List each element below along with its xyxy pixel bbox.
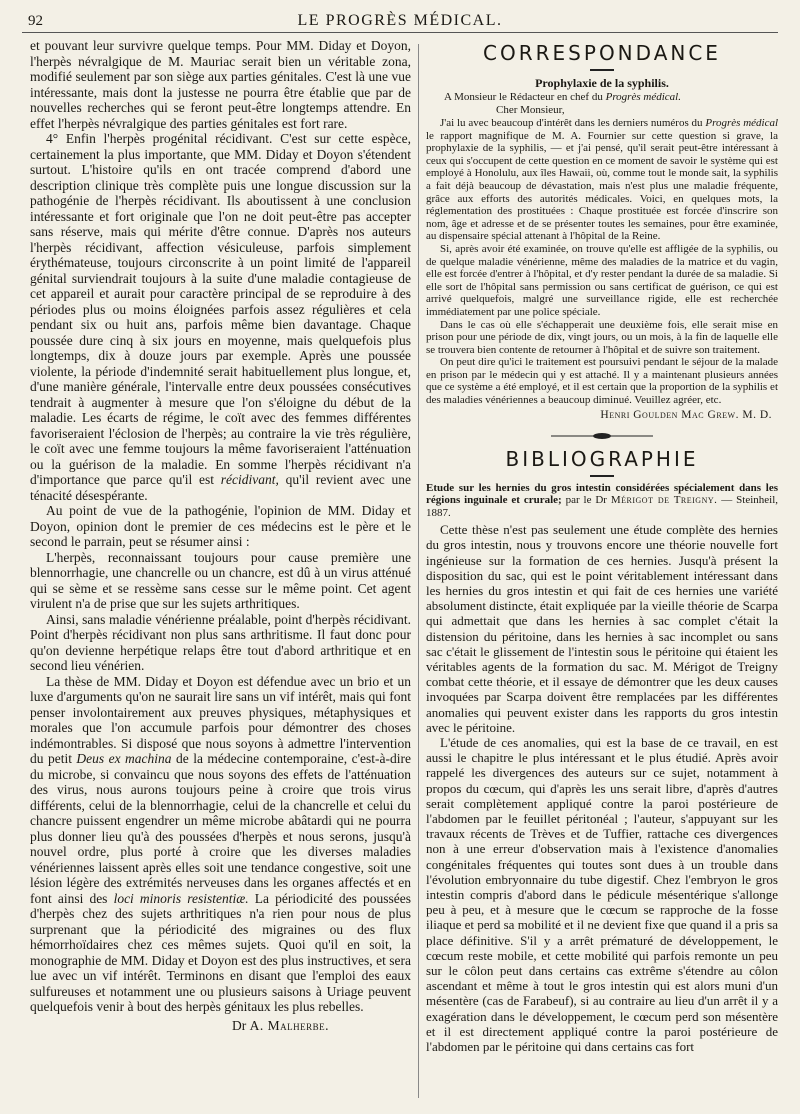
ornament-divider — [426, 425, 778, 444]
text-run: La thèse de MM. Diday et Doyon est défendue avec un brio et un luxe d'arguments qu'on ne saurait lire sans un vif intérêt, mais qui font penser involontairement aux preuves physiques, métaphysiques et morales que l'on accumule parfois pour démontrer des choses indémontrables. Si disposé que nous soyons à admettre l'intervention du petit — [30, 673, 411, 766]
author-signature — [30, 1018, 411, 1034]
text-run: — Steinheil, 1887. — [426, 494, 778, 519]
text-run: de la médecine contemporaine, c'est-à-dire du microbe, si convaincu que nous soyons des effets de l'atténuation des virus, nous aurons toujours peine à croire que trois virus différents, celui de la blennorrhagie, celui de la chancrelle et celui du chancre puissent engendrer un même microbe abâtardi qui ne pourra plus donner lieu qu'à des poussées d'herpès et nous serons, jusqu'à nouvel ordre, plus porté à croire que les diverses maladies vénériennes laissent après elles soit une tendance congestive, soit une lésion légère des extrémités nerveuses dans les organes affectés et en font ainsi des — [30, 751, 411, 906]
title-rule — [590, 475, 614, 477]
text-run: A Monsieur le Rédacteur en chef du — [444, 91, 603, 103]
journal-title: LE PROGRÈS MÉDICAL. — [297, 12, 503, 29]
italic-run: Progrès médical. — [605, 91, 681, 103]
paragraph: L'herpès, reconnaissant toujours pour cause première une blennorrhagie, une chancrelle ou un chancre, est dû à un virus atténué qui se sème et se ressème sans cesse sur le même point. Cet agent virulent n'a de prise que sur les sujets arthritiques. — [30, 549, 411, 611]
text-run: le rapport magnifique de M. A. Fournier sur cette question si grave, la prophylaxie de la syphilis, — et j'ai pensé, qu'il serait peut-être intéressant à ceux qui s'occupent de cette question en ce moment de savoir le système qui est employé à Honolulu, aux îles Hawaii, où, comme tout le monde sait, la syphilis a fait déjà beaucoup de dévastation, mais n'est plus une maladie fréquente, grâce aux efforts des autorités médicales. Voici, en quelques mots, la réglementation des prostituées : Chaque prostituée est forcée d'inscrire son nom, âge et adresse et de se présenter toutes les semaines, pour être examinée, au dispensaire spécial attenant à l'hôpital de la Reine. — [426, 129, 778, 243]
text-run: J'ai lu avec beaucoup d'intérêt dans les derniers numéros du — [440, 117, 703, 129]
italic-run: Deus ex machina — [76, 751, 172, 766]
running-head — [22, 10, 778, 33]
letter-greeting: Cher Monsieur, — [496, 104, 565, 116]
paragraph: Au point de vue de la pathogénie, l'opinion de MM. Diday et Doyon, opinion dont le premier de ces médecins est le père et le second le parrain, peut se résumer ainsi : — [30, 503, 411, 549]
article-subtitle: Prophylaxie de la syphilis. — [535, 76, 669, 90]
section-title-correspondance: CORRESPONDANCE — [483, 41, 721, 65]
text-run: par le Dr — [565, 494, 607, 507]
paragraph — [426, 117, 778, 243]
paragraph: Dans le cas où elle s'échapperait une deuxième fois, elle serait mise en prison pour une période de dix, vingt jours, ou un mois, à la fin de laquelle elle se trouvera bien contente de retourner à l'hôpital et de suivre son traitement. — [426, 318, 778, 356]
title-rule — [590, 69, 614, 71]
journal-page — [22, 10, 778, 1106]
paragraph: On peut dire qu'ici le traitement est poursuivi pendant le séjour de la malade en prison par le médecin qui y est attaché. Il y a maintenant plusieurs années que ce système a été employé, et il est certain que la proportion de la syphilis et des maladies vénériennes a beaucoup diminué. Veuillez agréer, etc. — [426, 356, 778, 407]
paragraph — [30, 674, 411, 1015]
column-divider — [418, 44, 419, 1098]
paragraph — [30, 131, 411, 503]
bibliography-entry-heading — [426, 482, 778, 520]
section-title-bibliographie: BIBLIOGRAPHIE — [505, 446, 699, 471]
letter-address — [426, 91, 778, 104]
paragraph: Ainsi, sans maladie vénérienne préalable, point d'herpès récidivant. Point d'herpès récidivant non plus sans arthritisme. Il faut donc pour qu'on devienne herpétique relaps être tout d'abord arthritique et en second lieu vénérien. — [30, 611, 411, 673]
author-name: Mérigot de Treigny. — [610, 494, 718, 507]
letter-signature: Henri Goulden Mac Grew. M. D. — [600, 408, 772, 421]
text-run: Etude sur les hernies du gros intestin considérées spécialement dans les régions inguinale et crurale; — [426, 481, 778, 507]
signature-name: A. Malherbe. — [249, 1017, 329, 1033]
right-column — [426, 38, 778, 1106]
page-number: 92 — [28, 13, 43, 29]
paragraph: Si, après avoir été examinée, on trouve qu'elle est affligée de la syphilis, ou de quelque maladie vénérienne, même des maladies de la matrice et du vagin, elle est forcée d'entrer à l'hôpital, et d'y rester pendant la durée de sa maladie. Si elle sort de l'hôpital sans permission ou sans certificat de guérison, ce qui est arrivé quelquefois, malgré une surveillance rigide, elle est recherchée immédiatement par une police spéciale. — [426, 242, 778, 318]
italic-run: récidivant, — [220, 472, 279, 487]
left-column — [30, 38, 411, 1106]
paragraph: L'étude de ces anomalies, qui est la base de ce travail, en est aussi le chapitre le plus intéressant et le plus étudié. Après avoir rappelé les divergences des auteurs sur ce sujet, notamment à propos du cœcum, qui d'après les uns serait libre, d'après d'autres serait complètement appliqué contre la paroi postérieure de l'abdomen par le feuillet péritonéal ; l'auteur, s'appuyant sur les travaux récents de Trèves et de Tuffier, rattache ces divergences non à une erreur d'observation mais à l'existence d'anomalies congénitales fréquentes qui toutes sont dues à un trouble dans l'évolution embryonnaire du tube digestif. Chez l'embryon le gros intestin compris d'abord dans le pédicule mésentérique s'allonge peu à peu, et à mesure que le cœcum se rapproche de la fosse iliaque et perd sa mobilité et il ne devient fixe que quand il a pris sa place définitive. S'il y a arrêt prématuré de développement, le cœcum reste mobile, et cette mobilité qui parfois remonte un peu sur le côlon peut dans certains cas extrême s'étendre au côlon ascendant et même à tout le gros intestin qui est alors muni d'un mésentère (cas de Farabeuf), si au contraire au lieu d'un arrêt il y a exagération dans le développement, le cœcum perd son mésentère et il est directement appliqué contre la paroi postérieure de l'abdomen par le péritoine qui dans certains cas fort — [426, 735, 778, 1055]
italic-run: loci minoris resistentiæ. — [113, 890, 249, 906]
columns — [22, 38, 778, 1106]
ornament-divider-icon — [547, 432, 657, 440]
text-run: qu'il revient avec une ténacité désespérante. — [30, 472, 411, 503]
italic-run: Progrès médical — [705, 117, 778, 129]
signature-prefix: Dr — [231, 1017, 247, 1033]
text-run: 4° Enfin l'herpès progénital récidivant. C'est sur cette espèce, certainement la plus importante, que MM. Diday et Doyon s'étendent surtout. L'histoire qu'ils en ont tracée comprend d'abord une description clinique très complète puis une longue discussion sur la pathogénie de l'herpès récidivant. Ils aboutissent à une conclusion intéressante et fort originale que l'on ne doit peut-être pas accepter sans réserve, mais qui mérite d'être connue. D'après nos auteurs l'herpès récidivant, affection vésiculeuse, parfois simplement érythémateuse, toujours circonscrite à un point limité de l'appareil génital surviendrait toujours à la suite d'une maladie contagieuse de cet appareil et aurait pour caractère principal de se reproduire à des périodes plus ou moins éloignées parfois assez régulières et cela pendant six ou huit ans, parfois même bien davantage. Chaque poussée dure cinq à six jours en moyenne, mais quelquefois plus longtemps, dix à douze jours par exemple. Après une poussée violente, la période d'indemnité serait habituellement plus longue, et, d'une manière générale, l'intervalle entre deux poussées consécutives tendrait à augmenter à mesure que l'on s'éloigne du début de la maladie. Les écarts de régime, le coït avec des femmes différentes favoriseraient l'éclosion de l'herpès; au contraire la vie très régulière, le coït avec une femme toujours la même favoriseraient l'atténuation ou la guérison de la maladie. En somme l'herpès récidivant n'a d'importance que parce qu'il est — [30, 131, 411, 487]
text-run: La périodicité des poussées d'herpès chez des sujets arthritiques n'a rien pour nous de plus surprenant que la périodicité des migraines ou des flux hémorrhoïdaires chez ces mêmes sujets. Quoi qu'il en soit, la monographie de MM. Diday et Doyon est des plus instructives, et sera lue avec un vif intérêt. Terminons en disant que l'emploi des eaux sulfureuses et notamment une ou plusieurs saisons à Uriage peuvent quelquefois venir à bout des herpès génitaux les plus rebelles. — [30, 890, 411, 1014]
paragraph: Cette thèse n'est pas seulement une étude complète des hernies du gros intestin, nous y trouvons encore une théorie nouvelle fort ingénieuse sur la formation de ces hernies. Jusqu'à présent la disposition du sac, qui est le point véritablement intéressant dans les hernies du gros intestin et qui fait de ces hernies une variété absolument distincte, était expliquée par la vieille théorie de Scarpa qui admettait que dans les hernies à sac complet c'était la distension du péritoine, dans les hernies à sac incomplet ou sans sac c'était le glissement de l'intestin sous le péritoine qui étaient les véritables agents de la formation du sac. M. Mérigot de Treigny combat cette théorie, et il essaye de démontrer que les deux causes invoquées par Scarpa doivent être remplacées par les différentes anomalies qui peuvent exister dans les rapports du gros intestin avec le péritoine. — [426, 522, 778, 735]
paragraph: et pouvant leur survivre quelque temps. Pour MM. Diday et Doyon, l'herpès névralgique de M. Mauriac serait bien un véritable zona, modifié seulement par son siège aux parties génitales. C'est là une vue intéressante, mais dont la justesse ne pourra être établie que par de nouvelles recherches qui se feront peut-être longtemps attendre. En effet l'herpès névralgique des parties génitales est fort rare. — [30, 38, 411, 131]
